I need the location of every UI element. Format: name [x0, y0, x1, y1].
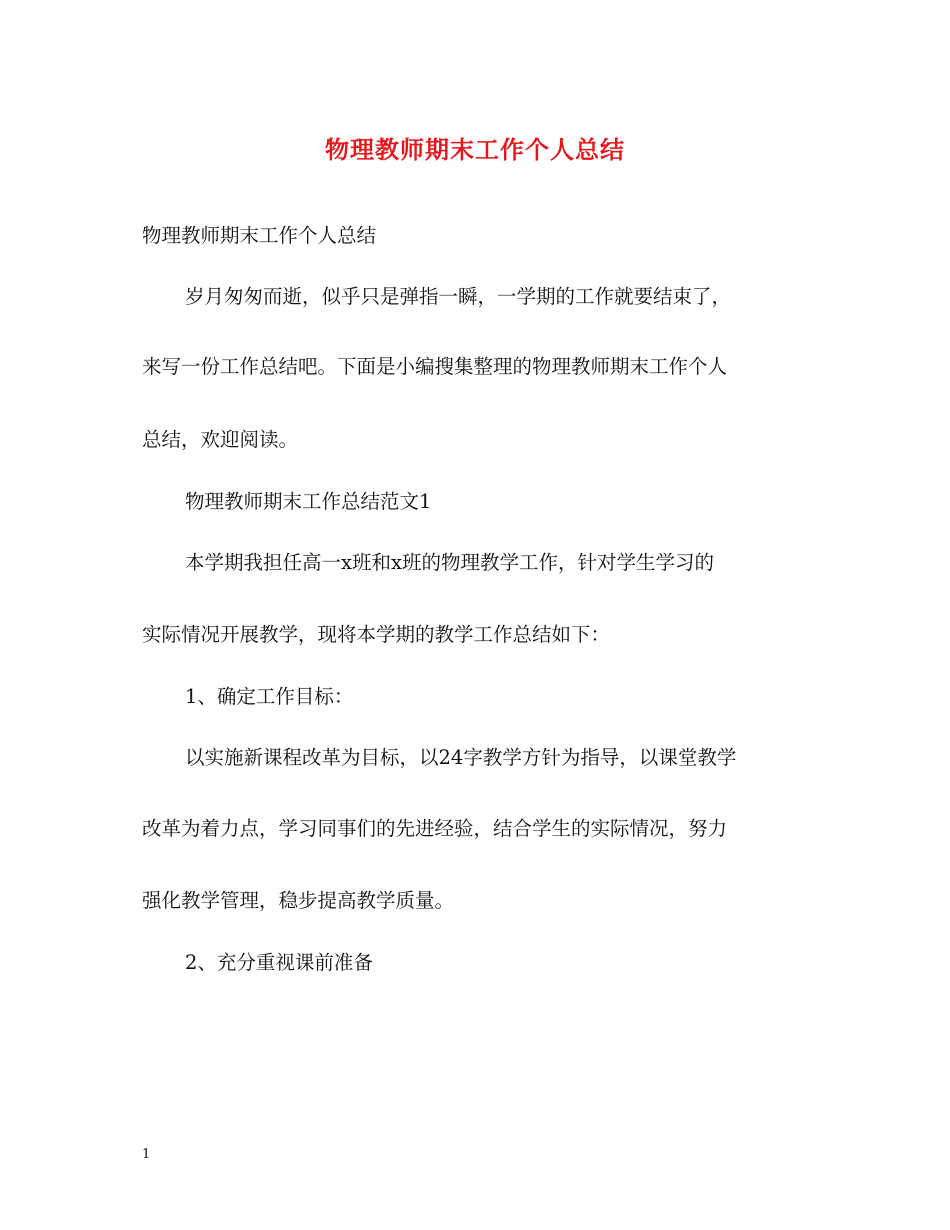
paragraph-line: 改革为着力点，学习同事们的先进经验，结合学生的实际情况，努力 [142, 817, 728, 840]
paragraph-line: 来写一份工作总结吧。下面是小编搜集整理的物理教师期末工作个人 [142, 355, 728, 378]
paragraph-line: 本学期我担任高一x班和x班的物理教学工作，针对学生学习的 [185, 551, 714, 574]
section-heading: 物理教师期末工作总结范文1 [185, 490, 432, 513]
paragraph-line: 强化教学管理，稳步提高教学质量。 [142, 889, 455, 912]
document-title: 物理教师期末工作个人总结 [325, 135, 625, 164]
paragraph-line: 总结，欢迎阅读。 [142, 428, 299, 451]
list-heading: 1、确定工作目标： [185, 685, 354, 708]
paragraph-line: 以实施新课程改革为目标，以24字教学方针为指导，以课堂教学 [185, 746, 737, 769]
list-heading: 2、充分重视课前准备 [185, 951, 373, 974]
paragraph-line: 实际情况开展教学，现将本学期的教学工作总结如下： [142, 623, 611, 646]
paragraph-line: 岁月匆匆而逝，似乎只是弹指一瞬，一学期的工作就要结束了， [185, 285, 732, 308]
page-number: 1 [142, 1147, 151, 1162]
subtitle-line: 物理教师期末工作个人总结 [142, 224, 377, 247]
